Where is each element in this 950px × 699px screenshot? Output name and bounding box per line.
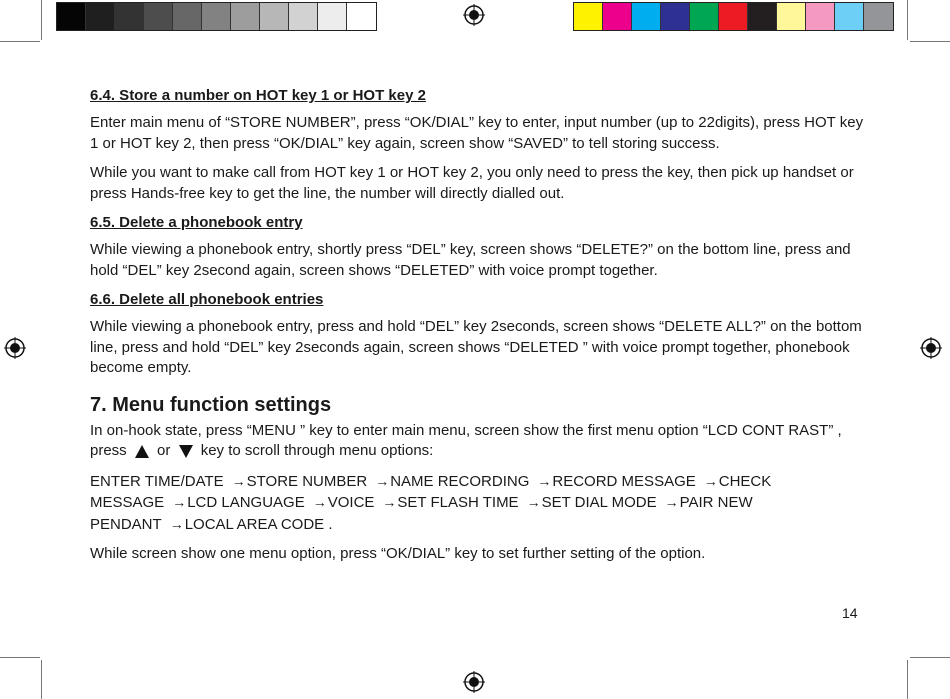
color-swatch <box>690 3 719 30</box>
section-6-4-paragraph-1: Enter main menu of “STORE NUMBER”, press “OK/DIAL” key to enter, input number (up to 22digits), press HOT key 1 or HOT key 2, then press “OK/DIAL” key again, screen show “SAVED” to tell storing success. <box>90 114 864 152</box>
gray-swatch <box>57 3 86 30</box>
gray-swatch <box>318 3 347 30</box>
registration-mark-icon <box>920 337 942 359</box>
color-swatch <box>864 3 893 30</box>
color-swatch <box>661 3 690 30</box>
section-6-6-paragraph: While viewing a phonebook entry, press and hold “DEL” key 2seconds, screen shows “DELETE ALL?” on the bottom line, press and hold “DEL” key 2seconds again, screen shows “DELETED ” with voice prompt together, phonebook become empty. <box>90 318 862 376</box>
section-6-4-heading: 6.4. Store a number on HOT key 1 or HOT key 2 <box>90 87 426 104</box>
menu-option: PAIR NEW PENDANT <box>90 494 753 533</box>
section-6-5-heading: 6.5. Delete a phonebook entry <box>90 214 303 231</box>
right-arrow-icon: → <box>375 472 390 489</box>
section-6-5-paragraph: While viewing a phonebook entry, shortly press “DEL” key, screen shows “DELETE?” on the bottom line, press and hold “DEL” key 2second again, screen shows “DELETED” with voice prompt together. <box>90 241 851 279</box>
right-arrow-icon: → <box>312 494 327 510</box>
gray-swatch <box>173 3 202 30</box>
gray-swatch <box>347 3 376 30</box>
right-arrow-icon: → <box>382 494 397 510</box>
right-arrow-icon: → <box>169 515 184 532</box>
crop-mark <box>907 0 908 40</box>
section-6-6-heading: 6.6. Delete all phonebook entries <box>90 291 324 308</box>
crop-mark <box>41 0 42 40</box>
color-swatch <box>603 3 632 30</box>
gray-swatch <box>86 3 115 30</box>
color-swatch-bar <box>573 2 894 31</box>
section-7-intro-text-1: In on-hook state, press “MENU ” key to enter main menu, screen show the first menu option “LCD CONT RAST” , press <box>90 421 842 459</box>
menu-option: LOCAL AREA CODE . <box>184 515 333 533</box>
color-swatch <box>748 3 777 30</box>
menu-option: LCD LANGUAGE <box>187 494 305 511</box>
right-arrow-icon: → <box>526 494 541 510</box>
down-arrow-icon <box>179 445 193 458</box>
crop-mark <box>910 41 950 42</box>
gray-swatch <box>289 3 318 30</box>
page-number: 14 <box>842 605 858 621</box>
section-7-closing: While screen show one menu option, press “OK/DIAL” key to set further setting of the option. <box>90 545 706 562</box>
section-7-heading: 7. Menu function settings <box>90 393 332 416</box>
menu-option: VOICE <box>327 494 375 511</box>
menu-option: ENTER TIME/DATE <box>90 472 224 490</box>
crop-mark <box>41 660 42 699</box>
manual-page-content <box>90 86 865 574</box>
section-7-intro-text-2: key to scroll through menu options: <box>200 442 434 459</box>
right-arrow-icon: → <box>537 472 552 489</box>
gray-swatch <box>260 3 289 30</box>
menu-option: SET FLASH TIME <box>397 494 519 511</box>
gray-swatch <box>231 3 260 30</box>
right-arrow-icon: → <box>664 494 679 510</box>
section-7-intro-or: or <box>157 442 171 459</box>
up-arrow-icon <box>135 445 149 458</box>
menu-option: SET DIAL MODE <box>541 494 657 511</box>
menu-options-list <box>90 471 865 536</box>
crop-mark <box>910 657 950 658</box>
crop-mark <box>907 660 908 699</box>
grayscale-swatch-bar <box>56 2 377 31</box>
gray-swatch <box>144 3 173 30</box>
menu-option: CHECK MESSAGE <box>90 472 772 511</box>
section-6-4-paragraph-2: While you want to make call from HOT key 1 or HOT key 2, you only need to press the key, then pick up handset or press Hands-free key to get the line, the number will directly dialled out. <box>90 164 854 202</box>
registration-mark-icon <box>4 337 26 359</box>
gray-swatch <box>202 3 231 30</box>
gray-swatch <box>115 3 144 30</box>
registration-mark-icon <box>463 671 485 693</box>
menu-option: RECORD MESSAGE <box>552 472 696 490</box>
color-swatch <box>835 3 864 30</box>
right-arrow-icon: → <box>703 472 718 489</box>
crop-mark <box>0 41 40 42</box>
right-arrow-icon: → <box>231 472 246 489</box>
color-swatch <box>574 3 603 30</box>
menu-option: NAME RECORDING <box>390 472 530 490</box>
section-7-intro <box>90 421 865 462</box>
color-swatch <box>632 3 661 30</box>
right-arrow-icon: → <box>172 494 187 510</box>
color-swatch <box>777 3 806 30</box>
color-swatch <box>806 3 835 30</box>
menu-option: STORE NUMBER <box>246 472 368 490</box>
color-swatch <box>719 3 748 30</box>
registration-mark-icon <box>463 4 485 26</box>
crop-mark <box>0 657 40 658</box>
